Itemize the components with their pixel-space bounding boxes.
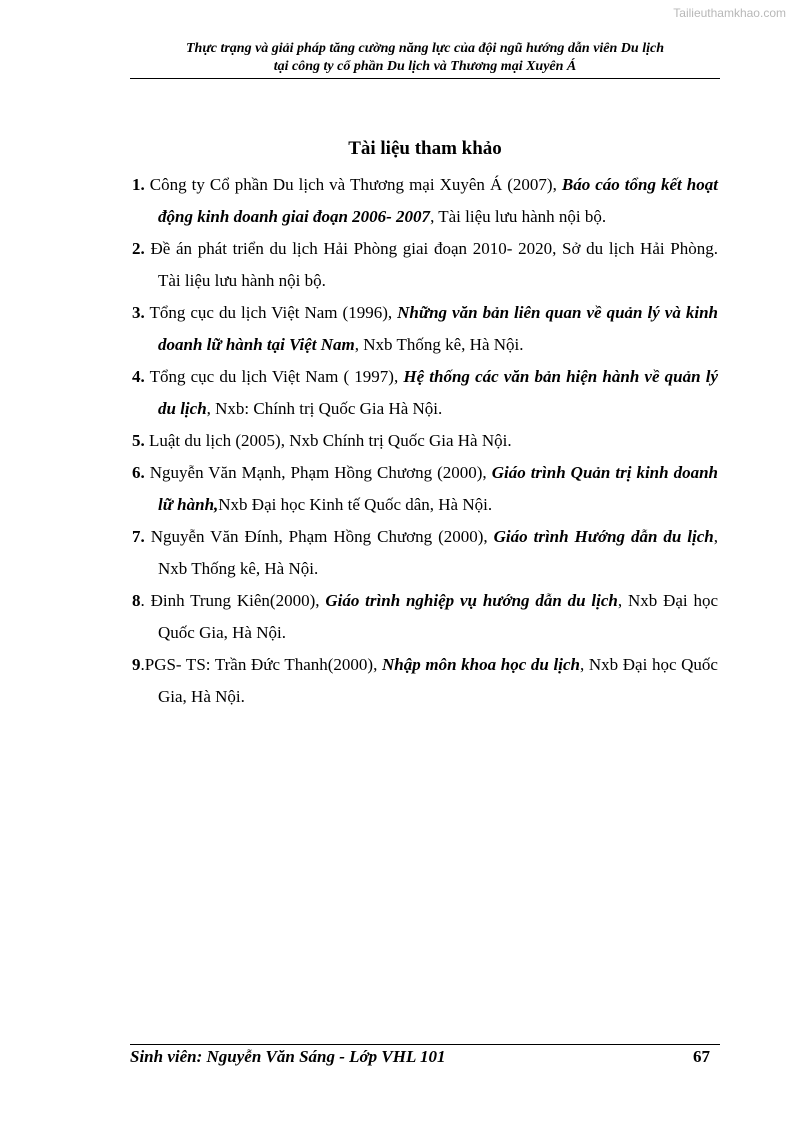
footer-divider (130, 1044, 720, 1045)
reference-title: Giáo trình nghiệp vụ hướng dẫn du lịch (325, 591, 618, 610)
reference-number: 3. (132, 303, 145, 322)
reference-text: .PGS- TS: Trần Đức Thanh(2000), (140, 655, 382, 674)
reference-publisher: , Nxb Đại học Quốc Gia, Hà Nội. (158, 655, 718, 706)
reference-item (132, 297, 718, 361)
page-title: Tài liệu tham khảo (348, 138, 502, 159)
running-header (130, 40, 720, 76)
reference-item (132, 457, 718, 521)
reference-publisher: , Nxb Đại học Quốc Gia, Hà Nội. (158, 591, 718, 642)
reference-item (132, 169, 718, 233)
reference-text: Đề án phát triển du lịch Hải Phòng giai đoạn 2010- 2020, Sở du lịch Hải Phòng. Tài liệu lưu hành nội bộ. (144, 239, 718, 290)
reference-item (132, 521, 718, 585)
reference-text: Công ty Cổ phần Du lịch và Thương mại Xuyên Á (2007), (144, 175, 562, 194)
reference-number: 9 (132, 655, 141, 674)
reference-number: 4. (132, 367, 145, 386)
reference-title: Những văn bản liên quan về quản lý và kinh doanh lữ hành tại Việt Nam (158, 303, 718, 354)
reference-number: 7. (132, 527, 145, 546)
watermark-text: Tailieuthamkhao.com (673, 6, 786, 20)
reference-text: Nguyễn Văn Đính, Phạm Hồng Chương (2000), (144, 527, 494, 546)
header-divider (130, 78, 720, 79)
reference-item (132, 233, 718, 297)
header-line-1: Thực trạng và giải pháp tăng cường năng lực của đội ngũ hướng dẫn viên Du lịch (186, 41, 664, 56)
reference-item (132, 425, 718, 457)
reference-title: Giáo trình Quản trị kinh doanh lữ hành, (158, 463, 718, 514)
reference-number: 5. (132, 431, 145, 450)
reference-publisher: , Nxb: Chính trị Quốc Gia Hà Nội. (206, 399, 443, 418)
footer-student: Sinh viên: Nguyễn Văn Sáng - Lớp VHL 101 (130, 1047, 446, 1066)
reference-item (132, 361, 718, 425)
reference-number: 2. (132, 239, 145, 258)
page-number: 67 (693, 1047, 710, 1066)
reference-publisher: , Tài liệu lưu hành nội bộ. (430, 207, 607, 226)
reference-title: Hệ thống các văn bản hiện hành về quản lý du lịch (158, 367, 718, 418)
reference-text: . Đinh Trung Kiên(2000), (140, 591, 326, 610)
reference-publisher: Nxb Đại học Kinh tế Quốc dân, Hà Nội. (218, 495, 493, 514)
reference-number: 6. (132, 463, 145, 482)
reference-number: 8 (132, 591, 141, 610)
reference-text: Tổng cục du lịch Việt Nam ( 1997), (144, 367, 404, 386)
reference-text: Nguyễn Văn Mạnh, Phạm Hồng Chương (2000), (144, 463, 492, 482)
reference-number: 1. (132, 175, 145, 194)
reference-title: Nhập môn khoa học du lịch (381, 655, 580, 674)
reference-item (132, 649, 718, 713)
reference-item (132, 585, 718, 649)
reference-list (132, 169, 718, 713)
header-line-2: tại công ty cổ phần Du lịch và Thương mại Xuyên Á (273, 59, 577, 74)
reference-title: Báo cáo tổng kết hoạt động kinh doanh giai đoạn 2006- 2007 (158, 175, 718, 226)
reference-publisher: , Nxb Thống kê, Hà Nội. (354, 335, 524, 354)
reference-text: Luật du lịch (2005), Nxb Chính trị Quốc Gia Hà Nội. (144, 431, 512, 450)
reference-title: Giáo trình Hướng dẫn du lịch (493, 527, 714, 546)
reference-publisher: , Nxb Thống kê, Hà Nội. (158, 527, 719, 578)
reference-text: Tổng cục du lịch Việt Nam (1996), (144, 303, 398, 322)
